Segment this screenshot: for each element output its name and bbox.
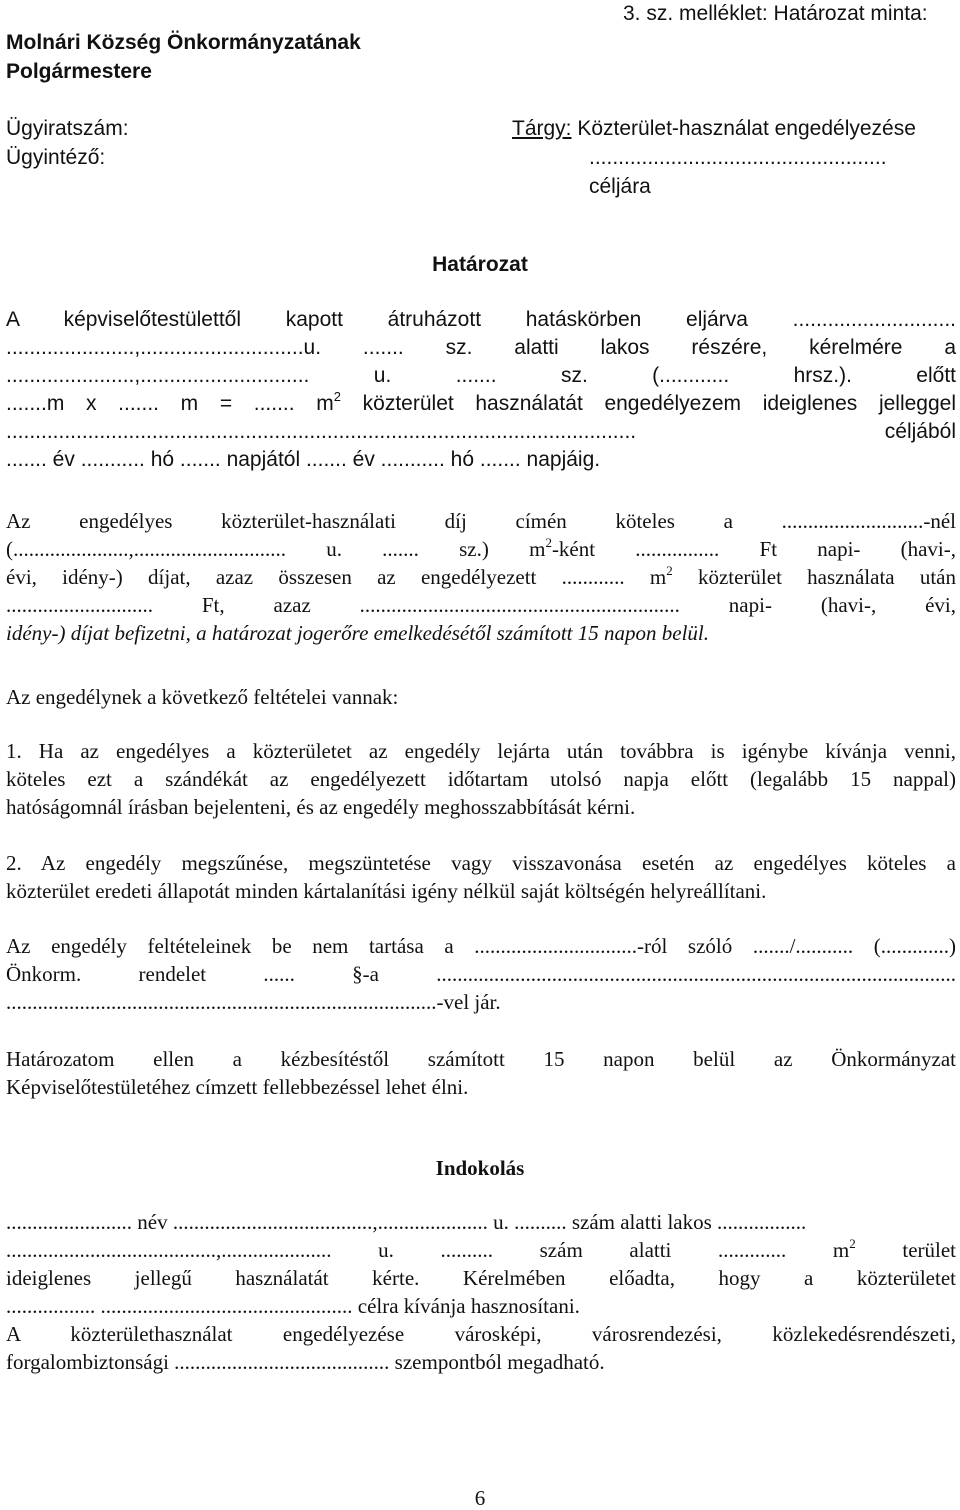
text-line: Képviselőtestületéhez címzett fellebbezéssel lehet élni. — [6, 1075, 469, 1099]
text-line: ................. ................................................ célra kívánja hasznosítani. — [6, 1294, 580, 1318]
text-line: hatóságomnál írásban bejelenteni, és az engedély meghosszabbítását kérni. — [6, 795, 636, 819]
condition-1 — [6, 737, 956, 821]
text-line: ........................ név ......................................,..................... u. .......... szám alatti lakos ................. — [6, 1210, 807, 1234]
clerk-label: Ügyintéző: — [6, 146, 106, 169]
page-number: 6 — [474, 1486, 486, 1510]
conditions-intro: Az engedélynek a következő feltételei vannak: — [6, 685, 399, 709]
issuer-line2: Polgármestere — [6, 60, 152, 83]
area-usage-text: közterület használata után — [672, 565, 956, 589]
usage-text: közterület használatát engedélyezem ideiglenes jelleggel — [341, 392, 956, 415]
issuer-name — [6, 28, 361, 86]
text-line: Önkorm. rendelet ...... §-a ................................................................................................... — [6, 962, 956, 986]
address-text: ........................................,..................... u. .......... szám alatti ............. m — [6, 1238, 850, 1262]
text-line — [6, 1236, 956, 1264]
superscript: 2 — [849, 1236, 856, 1251]
text-line: forgalombiztonsági ......................................... szempontból megadható. — [6, 1350, 605, 1374]
subject-text: Közterület-használat engedélyezése — [571, 117, 916, 140]
superscript: 2 — [333, 389, 341, 404]
decision-paragraph-1 — [6, 306, 956, 474]
condition-2 — [6, 849, 956, 905]
text-line: idény-) díjat befizetni, a határozat jogerőre emelkedésétől számított 15 napon belül. — [6, 621, 709, 645]
text-line — [6, 563, 956, 591]
text-line: közterület eredeti állapotát minden kártalanítási igény nélkül saját költségén helyreállítani. — [6, 879, 767, 903]
text-line: 1. Ha az engedélyes a közterületet az engedély lejárta után továbbra is igénybe kívánja venni, — [6, 739, 956, 763]
text-line: ..................................................................................-vel jár. — [6, 990, 501, 1014]
area-formula: .......m x ....... m = ....... m — [6, 392, 334, 415]
text-line: A közterülethasználat engedélyezése városképi, városrendezési, közlekedésrendészeti, — [6, 1322, 956, 1346]
superscript: 2 — [545, 535, 552, 550]
address-text: (......................,............................. u. ....... sz.) m — [6, 537, 546, 561]
text-line: Az engedélyes közterület-használati díj címén köteles a ...........................-nél — [6, 509, 956, 533]
total-text: évi, idény-) díjat, azaz összesen az engedélyezett ............ m — [6, 565, 667, 589]
decision-title: Határozat — [432, 253, 528, 276]
reasoning-title: Indokolás — [435, 1156, 525, 1180]
text-line: Az engedély feltételeinek be nem tartása a ...............................-ról szóló ......./........... (.............) — [6, 934, 956, 958]
fee-text: -ként ................ Ft napi- (havi-, — [551, 537, 956, 561]
area-text: terület — [855, 1238, 956, 1262]
subject-label: Tárgy: — [512, 117, 572, 140]
text-line: köteles ezt a szándékát az engedélyezett időtartam utolsó napja előtt (legalább 15 nappal) — [6, 767, 956, 791]
text-line: Határozatom ellen a kézbesítéstől számított 15 napon belül az Önkormányzat — [6, 1047, 956, 1071]
text-line: ......................,............................. u. ....... sz. (............ hrsz.). előtt — [6, 364, 956, 387]
sanction-paragraph — [6, 932, 956, 1016]
annex-title: 3. sz. melléklet: Határozat minta: — [623, 2, 928, 25]
text-line: ....... év ........... hó ....... napjától ....... év ........... hó ....... napjáig. — [6, 448, 601, 471]
decision-paragraph-2 — [6, 507, 956, 647]
text-line: ............................ Ft, azaz ............................................................. napi- (havi-, évi, — [6, 593, 956, 617]
superscript: 2 — [666, 563, 673, 578]
subject-block — [512, 114, 916, 201]
text-line: ............................................................................................................ céljából — [6, 420, 956, 443]
appeal-paragraph — [6, 1045, 956, 1101]
text-line: A képviselőtestülettől kapott átruházott hatáskörben eljárva ............................ — [6, 308, 956, 331]
file-info — [6, 114, 129, 172]
reasoning-paragraph — [6, 1208, 956, 1376]
issuer-line1: Molnári Község Önkormányzatának — [6, 31, 361, 54]
text-line: ......................,............................u. ....... sz. alatti lakos részére, kérelmére a — [6, 336, 956, 359]
text-line — [6, 390, 956, 418]
subject-dots: ................................................... — [589, 146, 887, 169]
file-number-label: Ügyiratszám: — [6, 117, 129, 140]
text-line — [6, 535, 956, 563]
text-line: ideiglenes jellegű használatát kérte. Kérelmében előadta, hogy a közterületet — [6, 1266, 956, 1290]
subject-purpose: céljára — [589, 175, 651, 198]
text-line: 2. Az engedély megszűnése, megszüntetése vagy visszavonása esetén az engedélyes köteles a — [6, 851, 956, 875]
